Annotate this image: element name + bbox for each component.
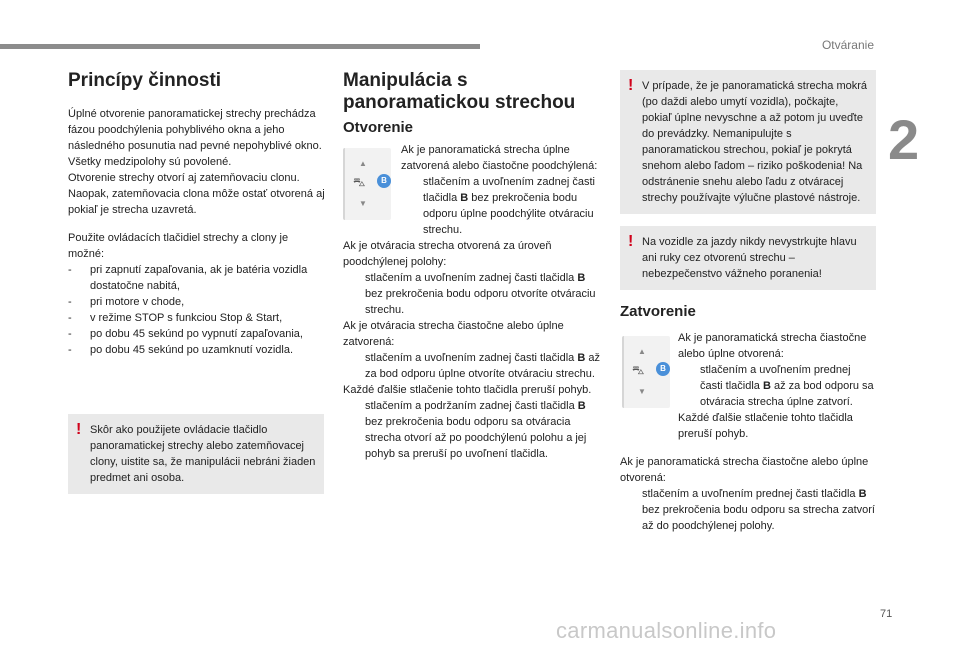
section-title: Otváranie bbox=[821, 38, 874, 52]
list-item: - po dobu 45 sekúnd po uzamknutí vozidla. bbox=[68, 344, 294, 356]
opening-condition-3: Ak je otváracia strecha čiastočne alebo úplne zatvorená: bbox=[343, 320, 564, 348]
warning-icon: ! bbox=[628, 77, 634, 94]
warning-box-head-out bbox=[620, 226, 876, 290]
principles-title: Princípy činnosti bbox=[68, 70, 222, 91]
principles-para-4: Použite ovládacích tlačidiel strechy a clony je možné: bbox=[68, 232, 289, 260]
arrow-down-icon: ▼ bbox=[638, 387, 646, 396]
list-item: stlačením a uvoľnením zadnej časti tlačidla B bez prekročenia bodu odporu úplne poodchýlite otváraciu strechu. bbox=[423, 176, 595, 236]
list-item: - po dobu 45 sekúnd po vypnutí zapaľovania, bbox=[68, 328, 303, 340]
button-b-badge: B bbox=[377, 174, 391, 188]
warning-icon: ! bbox=[628, 233, 634, 250]
arrow-up-icon: ▲ bbox=[359, 159, 367, 168]
warning-box-obstruction bbox=[68, 414, 324, 494]
roof-icon: ⛍ bbox=[353, 175, 366, 189]
closing-condition-2: Ak je panoramatická strecha čiastočne alebo úplne otvorená: bbox=[620, 456, 869, 484]
principles-para-2: Všetky medzipolohy sú povolené. bbox=[68, 156, 232, 168]
roof-switch-illustration bbox=[622, 336, 670, 408]
warning-text: Na vozidle za jazdy nikdy nevystrkujte hlavu ani ruky cez otvorenú strechu – nebezpečenstvo vážneho poranenia! bbox=[642, 236, 857, 280]
operation-title: Manipulácia s panoramatickou strechou bbox=[343, 70, 576, 113]
column-operation bbox=[343, 64, 605, 462]
watermark: carmanualsonline.info bbox=[556, 618, 777, 643]
closing-interrupt-note: Každé ďalšie stlačenie tohto tlačidla preruší pohyb. bbox=[678, 412, 853, 440]
warning-text: Skôr ako použijete ovládacie tlačidlo panoramatickej strechy alebo zatemňovacej clony, uistite sa, že manipulácii nebráni žiaden predmet ani osoba. bbox=[90, 424, 316, 484]
opening-condition-1: Ak je panoramatická strecha úplne zatvorená alebo čiastočne poodchýlená: bbox=[401, 144, 598, 172]
arrow-down-icon: ▼ bbox=[359, 199, 367, 208]
principles-para-1: Úplné otvorenie panoramatickej strechy prechádza fázou poodchýlenia pohyblivého okna a jeho následného posunutia nad pevné nepohyblivé okno. bbox=[68, 108, 322, 152]
closing-subtitle: Zatvorenie bbox=[620, 303, 696, 320]
column-closing bbox=[620, 70, 876, 534]
opening-condition-2: Ak je otváracia strecha otvorená za úroveň poodchýlenej polohy: bbox=[343, 240, 552, 268]
opening-subtitle: Otvorenie bbox=[343, 119, 414, 136]
roof-icon: ⛍ bbox=[632, 363, 645, 377]
button-b-badge: B bbox=[656, 362, 670, 376]
list-item: - v režime STOP s funkciou Stop & Start, bbox=[68, 312, 283, 324]
list-item: - pri zapnutí zapaľovania, ak je batéria vozidla dostatočne nabitá, bbox=[68, 264, 308, 292]
closing-condition-1: Ak je panoramatická strecha čiastočne alebo úplne otvorená: bbox=[678, 332, 867, 360]
list-item: stlačením a uvoľnením prednej časti tlačidla B až za bod odporu sa otváracia strecha úplne zatvorí. bbox=[700, 364, 874, 408]
arrow-up-icon: ▲ bbox=[638, 347, 646, 356]
chapter-number: 2 bbox=[888, 108, 920, 171]
conditions-list bbox=[68, 262, 326, 358]
principles-para-3: Otvorenie strechy otvorí aj zatemňovaciu clonu. Naopak, zatemňovacia clona môže ostať otvorená aj pokiaľ je strecha uzavretá. bbox=[68, 172, 325, 216]
list-item: stlačením a uvoľnením zadnej časti tlačidla B bez prekročenia bodu odporu otvoríte otváraciu strechu. bbox=[365, 272, 596, 316]
list-item: stlačením a uvoľnením zadnej časti tlačidla B až za bod odporu úplne otvoríte otváraciu strechu. bbox=[365, 352, 600, 380]
roof-switch-illustration bbox=[343, 148, 391, 220]
header-bar bbox=[0, 44, 480, 49]
opening-interrupt-note: Každé ďalšie stlačenie tohto tlačidla preruší pohyb. bbox=[343, 384, 592, 396]
warning-box-wet-roof bbox=[620, 70, 876, 214]
column-principles bbox=[68, 64, 326, 494]
list-item: stlačením a podržaním zadnej časti tlačidla B bez prekročenia bodu odporu sa otváracia strecha otvorí až po poodchýlenú polohu a jej pohyb sa preruší po uvoľnení tlačidla. bbox=[365, 400, 587, 460]
page-number: 71 bbox=[880, 608, 893, 620]
list-item: stlačením a uvoľnením prednej časti tlačidla B bez prekročenia bodu odporu sa strecha zatvorí až do poodchýlenej polohy. bbox=[642, 488, 875, 532]
list-item: - pri motore v chode, bbox=[68, 296, 185, 308]
warning-icon: ! bbox=[76, 421, 82, 438]
warning-text: V prípade, že je panoramatická strecha mokrá (po daždi alebo umytí vozidla), počkajte, pokiaľ úplne nevyschne a až potom ju uveďte do prevádzky. Nemanipulujte s panoramatickou strechou, pokiaľ je pokrytá snehom alebo ľadom – riziko poškodenia! Na odstránenie snehu alebo ľadu z otváracej strechy používajte výlučne plastové nástroje. bbox=[642, 80, 868, 204]
